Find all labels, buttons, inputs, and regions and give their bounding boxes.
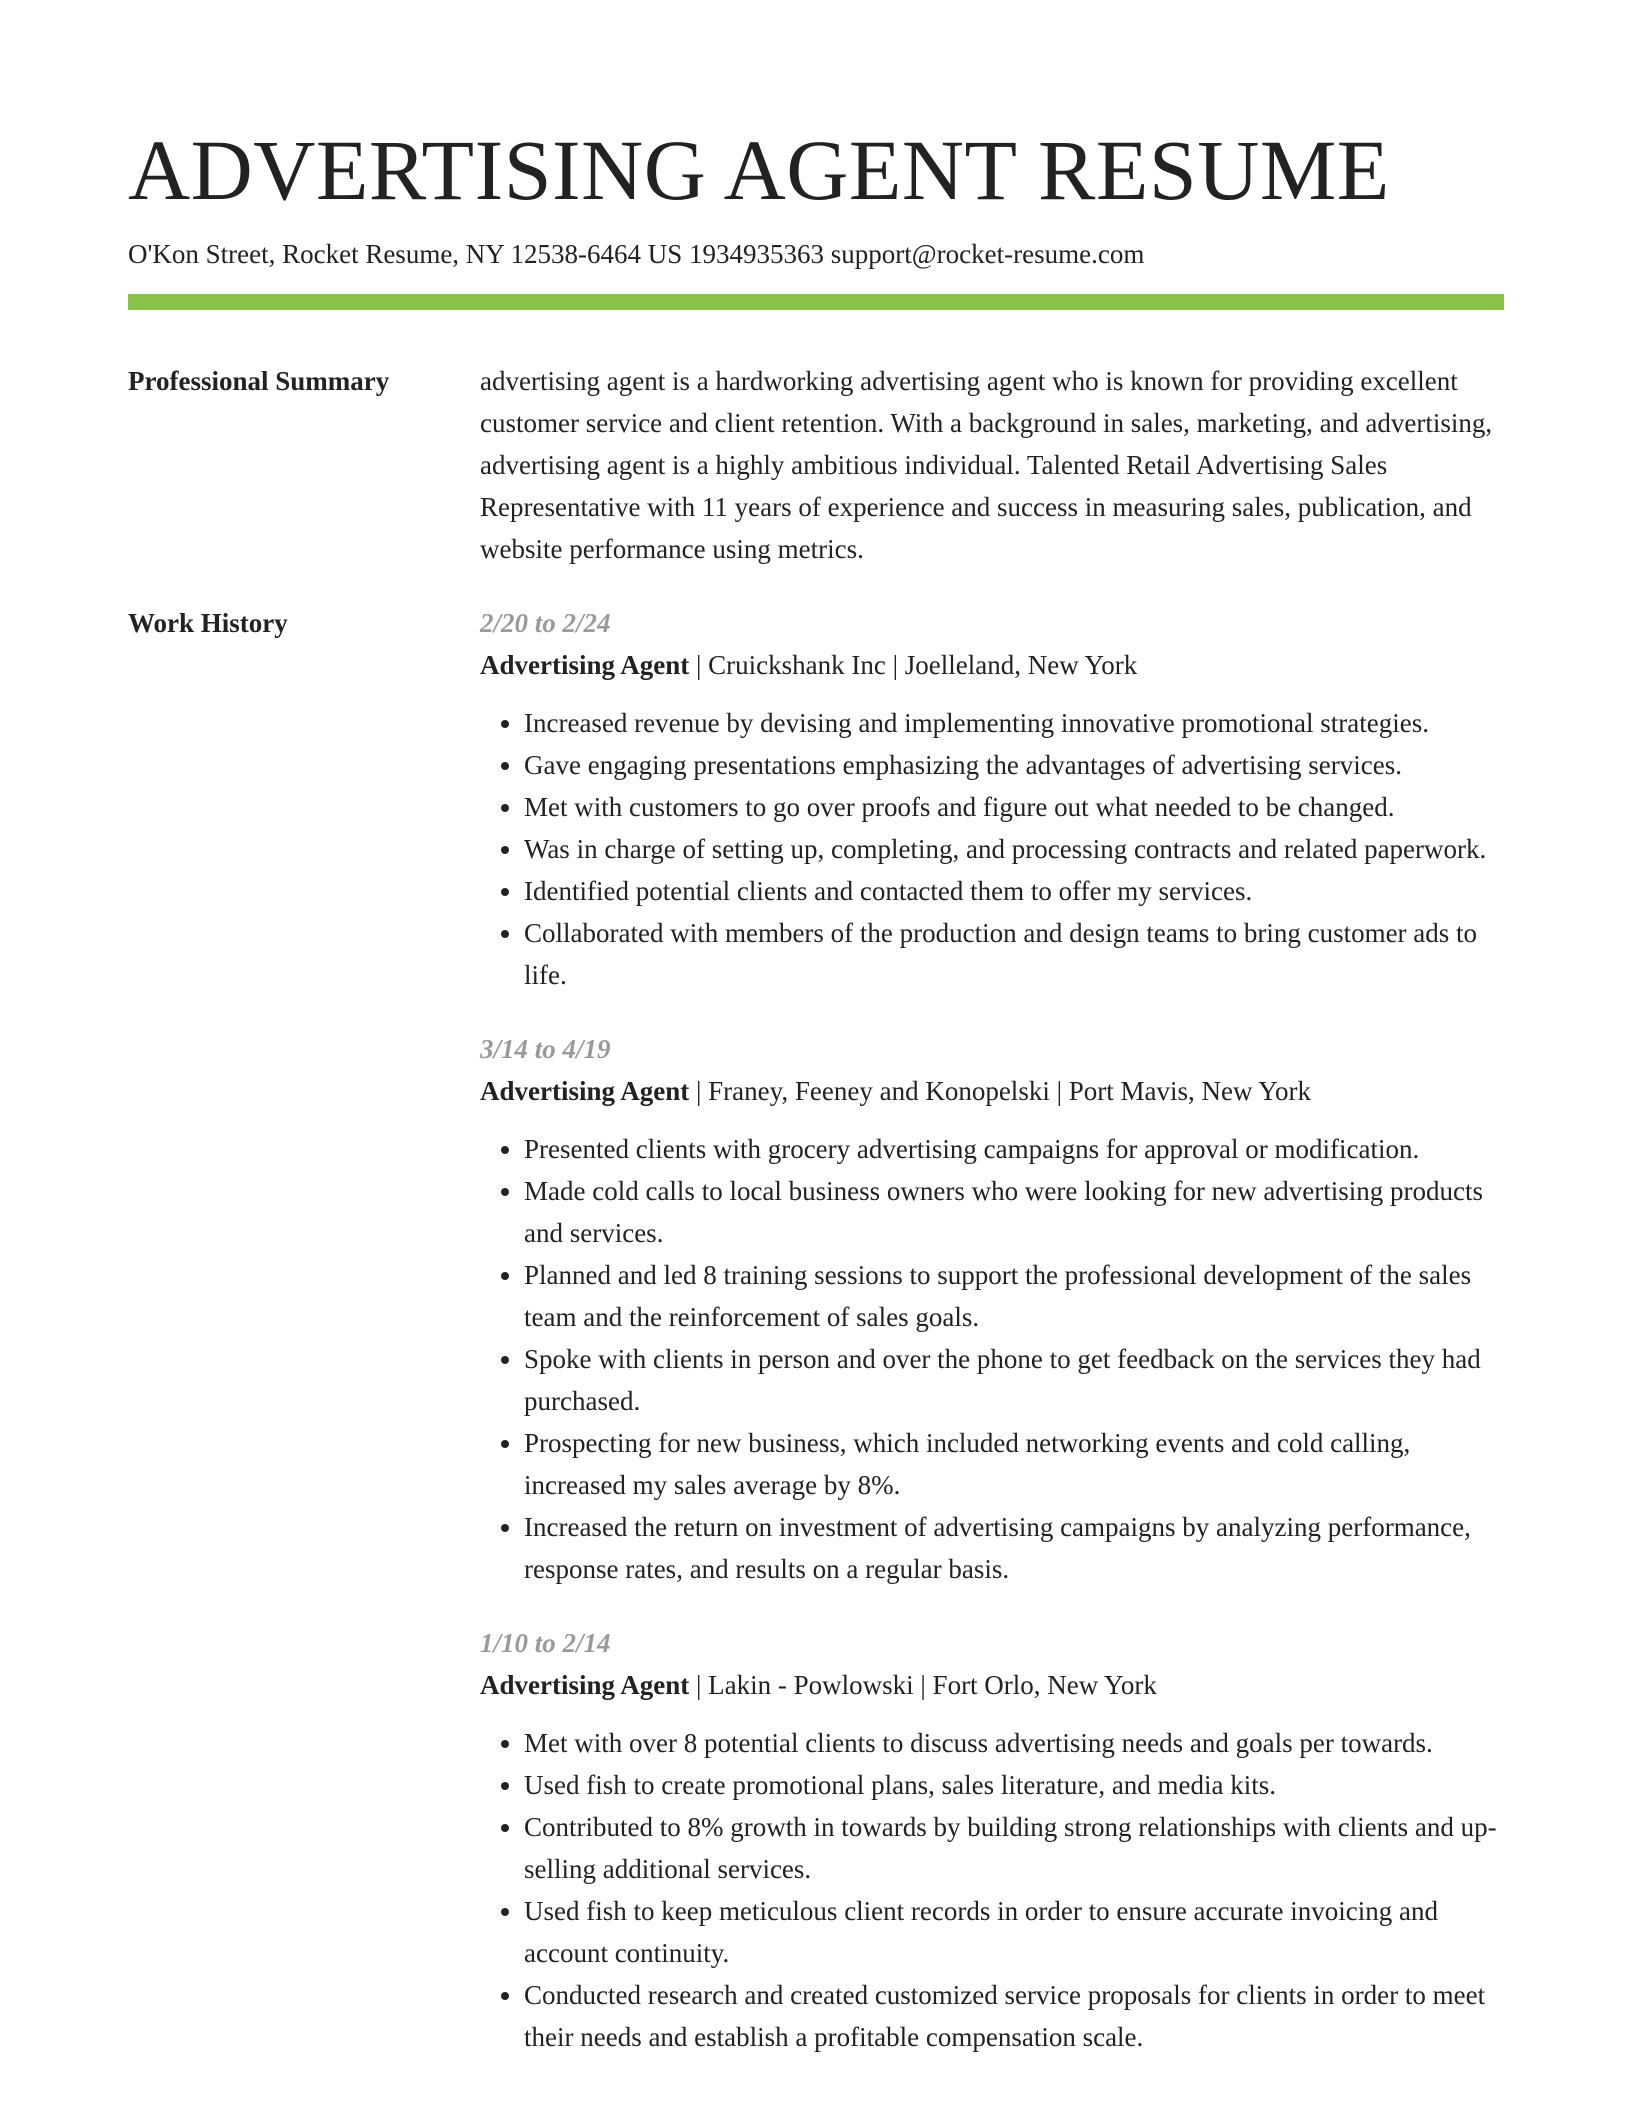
summary-text: advertising agent is a hardworking advertising agent who is known for providing excellent customer service and client retention. With a background in sales, marketing, and advertising, advertising agent is a highly ambitious individual. Talented Retail Advertising Sales Representative with 11 years of experience and success in measuring sales, publication, and website performance using metrics. (480, 366, 1493, 564)
job-bullet: • Met with customers to go over proofs and figure out what needed to be changed. (524, 786, 1504, 828)
contact-line: O'Kon Street, Rocket Resume, NY 12538-6464 US 1934935363 support@rocket-resume.com (128, 239, 1145, 269)
work-history-list (480, 602, 1504, 2058)
resume-title: ADVERTISING AGENT RESUME (128, 122, 1390, 218)
job-bullet: • Conducted research and created customized service proposals for clients in order to meet their needs and establish a profitable compensation scale. (524, 1974, 1504, 2058)
job-bullet: • Used fish to keep meticulous client records in order to ensure accurate invoicing and account continuity. (524, 1890, 1504, 1974)
job-heading (480, 1070, 1504, 1112)
job-bullet: • Met with over 8 potential clients to discuss advertising needs and goals per towards. (524, 1722, 1504, 1764)
job-bullet: • Prospecting for new business, which included networking events and cold calling, increased my sales average by 8%. (524, 1422, 1504, 1506)
job-dates: 3/14 to 4/19 (480, 1034, 611, 1064)
job-company-location: | Lakin - Powlowski | Fort Orlo, New York (689, 1670, 1157, 1700)
work-history-section (128, 602, 1504, 2058)
job-dates: 2/20 to 2/24 (480, 608, 611, 638)
job-bullet: • Planned and led 8 training sessions to support the professional development of the sales team and the reinforcement of sales goals. (524, 1254, 1504, 1338)
job-company-location: | Franey, Feeney and Konopelski | Port Mavis, New York (689, 1076, 1312, 1106)
job-bullets (480, 1722, 1504, 2058)
professional-summary-section (128, 360, 1504, 570)
job-bullet: • Identified potential clients and contacted them to offer my services. (524, 870, 1504, 912)
job-bullet: • Presented clients with grocery advertising campaigns for approval or modification. (524, 1128, 1504, 1170)
job-heading (480, 1664, 1504, 1706)
job-heading (480, 644, 1504, 686)
job-bullet: • Collaborated with members of the production and design teams to bring customer ads to life. (524, 912, 1504, 996)
job-bullet: • Made cold calls to local business owners who were looking for new advertising products and services. (524, 1170, 1504, 1254)
job-dates: 1/10 to 2/14 (480, 1628, 611, 1658)
job-entry (480, 1028, 1504, 1590)
job-bullet: • Increased the return on investment of advertising campaigns by analyzing performance, response rates, and results on a regular basis. (524, 1506, 1504, 1590)
job-bullets (480, 702, 1504, 996)
job-title: Advertising Agent (480, 1076, 690, 1106)
job-bullet: • Increased revenue by devising and implementing innovative promotional strategies. (524, 702, 1504, 744)
job-bullet: • Used fish to create promotional plans, sales literature, and media kits. (524, 1764, 1504, 1806)
section-label-summary: Professional Summary (128, 366, 390, 396)
job-company-location: | Cruickshank Inc | Joelleland, New York (689, 650, 1138, 680)
section-label-work-history: Work History (128, 608, 288, 638)
job-title: Advertising Agent (480, 650, 690, 680)
accent-divider (128, 294, 1504, 310)
job-bullets (480, 1128, 1504, 1590)
job-entry (480, 602, 1504, 996)
job-bullet: • Spoke with clients in person and over the phone to get feedback on the services they had purchased. (524, 1338, 1504, 1422)
job-bullet: • Contributed to 8% growth in towards by building strong relationships with clients and up-selling additional services. (524, 1806, 1504, 1890)
job-bullet: • Was in charge of setting up, completing, and processing contracts and related paperwork. (524, 828, 1504, 870)
job-entry (480, 1622, 1504, 2058)
job-bullet: • Gave engaging presentations emphasizing the advantages of advertising services. (524, 744, 1504, 786)
job-title: Advertising Agent (480, 1670, 690, 1700)
